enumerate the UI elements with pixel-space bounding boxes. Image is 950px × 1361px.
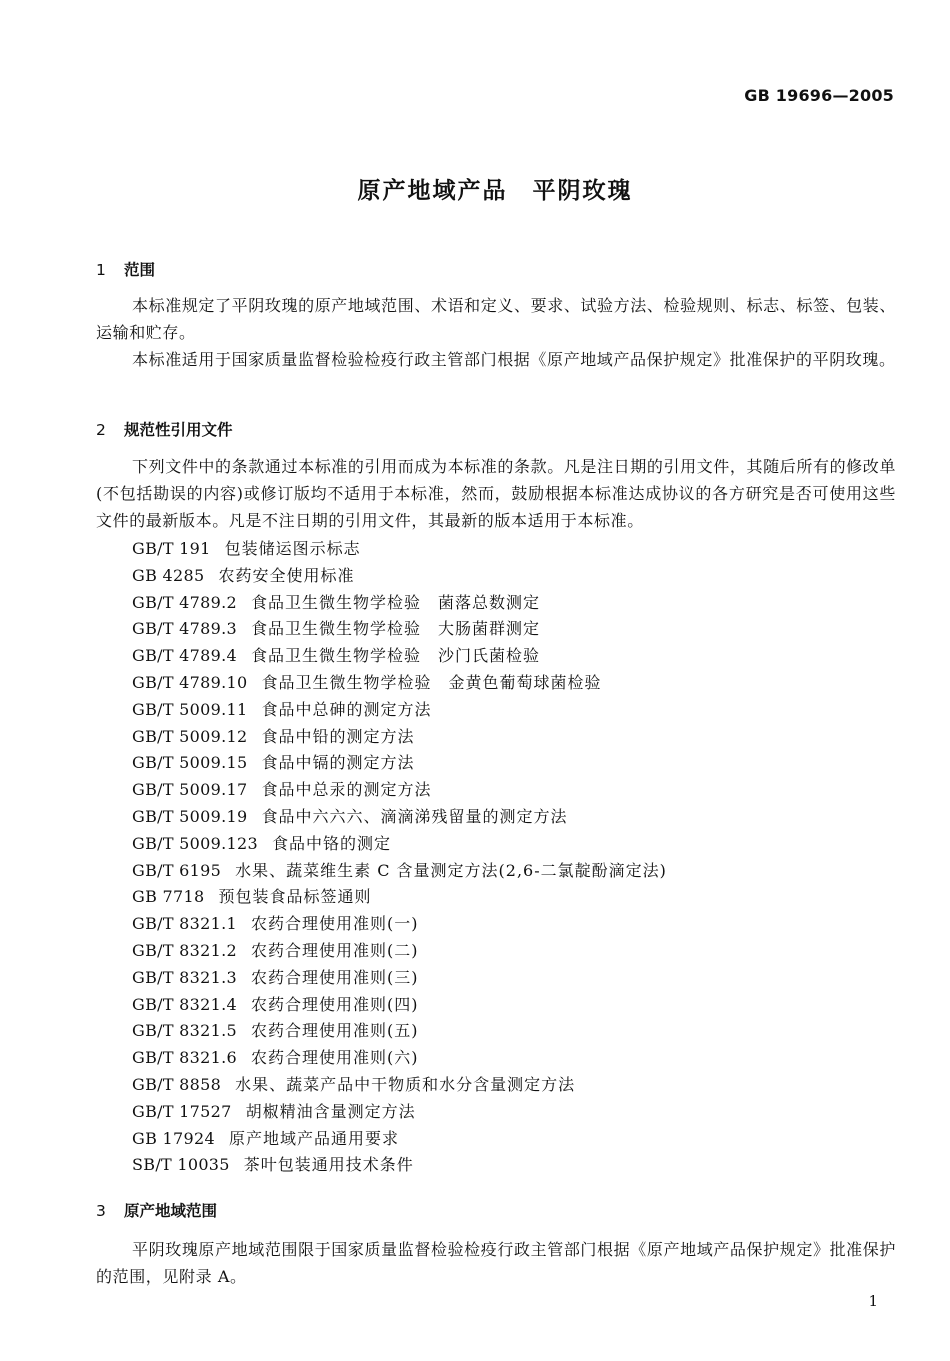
list-item <box>132 804 667 831</box>
ref-code: GB/T 4789.2 <box>132 592 237 612</box>
ref-name: 原产地域产品通用要求 <box>228 1128 399 1148</box>
ref-code: GB/T 6195 <box>132 860 222 880</box>
list-item <box>132 1045 667 1072</box>
list-item <box>132 858 667 885</box>
ref-name: 农药合理使用准则(二) <box>250 940 419 960</box>
ref-name: 农药合理使用准则(一) <box>250 914 419 934</box>
list-item <box>132 536 667 563</box>
list-item <box>132 938 667 965</box>
list-item <box>132 1018 667 1045</box>
list-item <box>132 563 667 590</box>
section-heading-origin-area <box>96 1199 217 1221</box>
list-item <box>132 1126 667 1153</box>
ref-name: 水果、蔬菜维生素 C 含量测定方法(2,6-二氯靛酚滴定法) <box>235 860 667 880</box>
ref-code: GB/T 5009.11 <box>132 699 248 719</box>
section-heading-scope <box>96 258 155 280</box>
list-item <box>132 1099 667 1126</box>
ref-code: GB/T 4789.10 <box>132 672 248 692</box>
ref-name: 食品中铅的测定方法 <box>261 726 415 746</box>
ref-name: 包装储运图示标志 <box>224 539 361 558</box>
list-item <box>132 670 667 697</box>
ref-code: GB/T 5009.123 <box>132 833 258 853</box>
ref-name: 农药合理使用准则(六) <box>250 1048 419 1068</box>
ref-name: 农药合理使用准则(五) <box>250 1021 419 1041</box>
ref-code: SB/T 10035 <box>132 1155 230 1175</box>
list-item <box>132 750 667 777</box>
list-item <box>132 777 667 804</box>
section-number: 3 <box>96 1202 106 1220</box>
ref-code: GB/T 5009.19 <box>132 806 248 826</box>
ref-name: 食品卫生微生物学检验 菌落总数测定 <box>250 592 540 612</box>
standard-code: GB 19696—2005 <box>744 86 894 105</box>
section-title: 范围 <box>124 261 156 279</box>
list-item <box>132 965 667 992</box>
ref-code: GB/T 8321.1 <box>132 914 237 934</box>
list-item <box>132 590 667 617</box>
list-item <box>132 911 667 938</box>
list-item <box>132 992 667 1019</box>
ref-code: GB/T 8321.5 <box>132 1021 237 1041</box>
scope-paragraph-1: 本标准规定了平阴玫瑰的原产地域范围、术语和定义、要求、试验方法、检验规则、标志、标签、包装、运输和贮存。 <box>96 296 896 342</box>
ref-name: 农药合理使用准则(三) <box>250 967 419 987</box>
ref-name: 食品中总汞的测定方法 <box>261 780 432 800</box>
list-item <box>132 884 667 911</box>
ref-code: GB/T 8858 <box>132 1074 222 1094</box>
section-title: 规范性引用文件 <box>124 421 233 439</box>
ref-code: GB/T 8321.3 <box>132 967 237 987</box>
section-number: 2 <box>96 421 106 439</box>
ref-code: GB 7718 <box>132 887 205 907</box>
ref-name: 预包装食品标签通则 <box>218 887 372 907</box>
list-item <box>132 831 667 858</box>
ref-name: 食品中镉的测定方法 <box>261 753 415 773</box>
ref-name: 食品卫生微生物学检验 大肠菌群测定 <box>250 619 540 639</box>
ref-name: 农药安全使用标准 <box>218 565 355 585</box>
list-item <box>132 616 667 643</box>
list-item <box>132 697 667 724</box>
list-item <box>132 1072 667 1099</box>
origin-area-paragraph: 平阴玫瑰原产地域范围限于国家质量监督检验检疫行政主管部门根据《原产地域产品保护规定》批准保护的范围，见附录 A。 <box>96 1240 896 1286</box>
ref-code: GB/T 17527 <box>132 1101 232 1121</box>
ref-code: GB/T 5009.15 <box>132 753 248 773</box>
ref-code: GB/T 8321.6 <box>132 1048 237 1068</box>
ref-code: GB/T 4789.4 <box>132 646 237 666</box>
ref-code: GB 17924 <box>132 1128 215 1148</box>
ref-name: 食品卫生微生物学检验 金黄色葡萄球菌检验 <box>261 672 602 692</box>
ref-name: 食品中六六六、滴滴涕残留量的测定方法 <box>261 806 568 826</box>
ref-name: 水果、蔬菜产品中干物质和水分含量测定方法 <box>235 1074 576 1094</box>
ref-code: GB 4285 <box>132 565 205 585</box>
ref-code: GB/T 8321.4 <box>132 994 237 1014</box>
section-number: 1 <box>96 261 106 279</box>
section-heading-normative-refs <box>96 418 233 440</box>
normative-refs-intro: 下列文件中的条款通过本标准的引用而成为本标准的条款。凡是注日期的引用文件，其随后所有的修改单(不包括勘误的内容)或修订版均不适用于本标准，然而，鼓励根据本标准达成协议的各方研究是否可使用这些文件的最新版本。凡是不注日期的引用文件，其最新的版本适用于本标准。 <box>96 457 896 530</box>
ref-name: 胡椒精油含量测定方法 <box>245 1101 416 1121</box>
ref-name: 食品中总砷的测定方法 <box>261 699 432 719</box>
ref-name: 农药合理使用准则(四) <box>250 994 419 1014</box>
list-item <box>132 1152 667 1179</box>
ref-code: GB/T 5009.12 <box>132 726 248 746</box>
list-item <box>132 724 667 751</box>
ref-name: 食品中铬的测定 <box>271 833 391 853</box>
document-title: 原产地域产品 平阴玫瑰 <box>357 178 633 204</box>
scope-paragraph-2: 本标准适用于国家质量监督检验检疫行政主管部门根据《原产地域产品保护规定》批准保护的平阴玫瑰。 <box>132 350 896 369</box>
ref-name: 食品卫生微生物学检验 沙门氏菌检验 <box>250 646 540 666</box>
ref-code: GB/T 8321.2 <box>132 940 237 960</box>
list-item <box>132 643 667 670</box>
ref-code: GB/T 5009.17 <box>132 780 248 800</box>
ref-name: 茶叶包装通用技术条件 <box>243 1155 414 1175</box>
section-title: 原产地域范围 <box>124 1202 218 1220</box>
ref-code: GB/T 4789.3 <box>132 619 237 639</box>
reference-list <box>132 536 667 1179</box>
page-number: 1 <box>868 1292 878 1310</box>
ref-code: GB/T 191 <box>132 539 211 558</box>
